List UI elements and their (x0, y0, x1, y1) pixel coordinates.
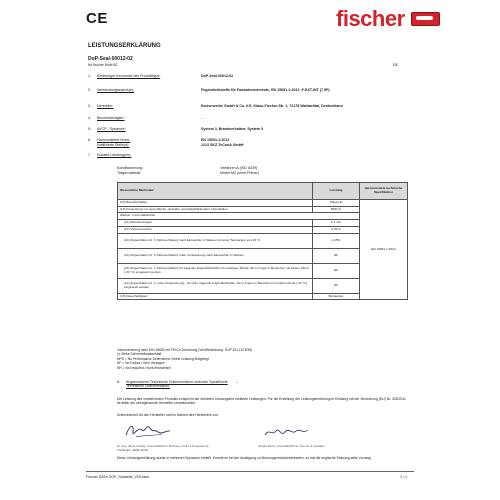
item-value: 1213 SKZ-TeConA GmbH (201, 143, 244, 147)
ce-mark: CE (86, 10, 108, 27)
characteristic-cell: (15) Dauerhaftigkeit (118, 293, 313, 300)
item-value: fischerwerke GmbH & Co. KG, Klaus-Fischer-Str. 1, 72178 Waldachtal, Deutschland (201, 104, 343, 108)
item-2 (88, 88, 330, 92)
item-label: Angemessene Technische Dokumentation und/oder Spezifische Technische Dokumentation: (126, 380, 228, 389)
performance-cell: NPD (²) (313, 206, 360, 213)
substrate-row (117, 171, 259, 175)
item-label: Eindeutiger Kenncode des Produkttyps: (97, 74, 161, 78)
performance-cell: ≤ 25 % (313, 226, 360, 233)
item-number: 3. (88, 104, 91, 108)
brand-badge-icon (411, 12, 440, 26)
characteristic-cell: (14) Zugverhalten (d. h. Dehnverhalten) nach Eintauchen in Wasser mit einer Temperatur von 23 °C (118, 233, 313, 248)
item-number: 1. (88, 74, 91, 78)
signature-image-right (262, 422, 312, 442)
conditioning-label: Konditionierung: (117, 166, 143, 170)
performance-cell: NF (313, 278, 360, 293)
footnotes (117, 348, 252, 370)
item-number (88, 143, 97, 147)
characteristic-cell: (13) Brandverhalten (118, 200, 313, 207)
table-header-row (118, 183, 408, 200)
item-value: Fugendichtstoffe für Fassadenelemente, EN 15651-1:2012 -F-EXT-INT (7.5P) (201, 88, 330, 92)
signing-statement: Unterzeichnet für den Hersteller und im Namen des Herstellers von: (117, 413, 219, 417)
footnote: NF = No Failure / Kein Versagen (117, 361, 165, 366)
item-7 (88, 153, 201, 157)
brand-name: fischer (336, 6, 405, 31)
item-value: System 3, Brandverhalten: System 3 (201, 127, 264, 131)
item-number: 4. (88, 116, 91, 120)
item-5 (88, 127, 263, 131)
item-value: EN 15651-1:2012 (201, 138, 230, 142)
item-number: 6. (88, 138, 91, 142)
substrate-label: Trägermaterial: (117, 171, 142, 175)
conditioning-value: Verfahren A (ISO 8339) (220, 166, 258, 170)
signer-right (258, 445, 388, 449)
footnote: NPD = No Performance Determined / keine Leistung festgelegt (117, 356, 209, 361)
specification-cell: EN 15651-1:2012 (360, 200, 408, 300)
footer-filename: Fischer DATA DOP_Sealants_V25.xlsm (86, 475, 150, 479)
substrate-value: Mörtel M2 (ohne Primer) (220, 171, 259, 175)
performance-cell: ≥ 25% (313, 233, 360, 248)
signer-left (117, 445, 247, 452)
signature-image-left (122, 420, 174, 442)
item-label: Erklärte Leistung(en): (97, 153, 132, 157)
performance-table (117, 182, 408, 300)
declaration-paragraph: Die Leistung des vorstehenden Produkts entspricht der erklärten Leistung/den erklärten Leistungen. Für die Erstellung der Leistungserklärung im Einklang mit der Verordnung (EU) Nr. 305/2011 ist allein der obengenannte Hersteller verantwortlich. (117, 397, 406, 406)
item-6 (88, 138, 229, 142)
page-number: 1 / 1 (400, 475, 407, 479)
performance-cell: ≤ 3 mm (313, 220, 360, 227)
language-code: DE (393, 63, 398, 67)
item-1 (88, 74, 233, 78)
item-value: -- (201, 116, 204, 120)
item-8 (117, 380, 238, 388)
item-number: 8. (117, 380, 120, 384)
signer-name: Jürgen Eirich, Geschäftsführer Chemie & Qualität (258, 444, 324, 448)
language-note: Diese Leistungserklärung wurde in mehreren Sprachen erstellt. Kommt es bei der Auslegung zu Meinungsverschiedenheiten, so hat die englische Fassung stets Vorrang. (117, 456, 372, 460)
header-specification: Harmonisierte technische Spezifikation (360, 183, 408, 200)
footnote: ¹Nummerierung nach DIN 18651 mit FEICA Zuordnung (Veröffentlichung: DOP-EN-J12-R35) (117, 348, 253, 352)
item-number: 5. (88, 127, 91, 131)
item-label: Verwendungszweck(e): (97, 88, 135, 92)
item-value: -- (236, 380, 239, 384)
item-6-notified-body (88, 143, 244, 147)
footnote: NR = Not required / nicht erforderlich (117, 365, 171, 370)
characteristic-cell: (14) Zugverhalten (d. h. Dehnverhalten) unter Vorspannung nach Eintauchen in Wasser (118, 248, 313, 263)
item-number: 2. (88, 88, 91, 92)
performance-cell: NF (313, 248, 360, 263)
footnote: (²) Siehe Sicherheitsdatenblatt (117, 352, 162, 357)
characteristic-cell: (14) Volumenverlust (118, 226, 313, 233)
performance-cell: Klasse E (313, 200, 360, 207)
footer-divider (86, 471, 414, 472)
characteristic-cell: (13) Freisetzung von gesundheits- und/oder umweltgefährdenden Chemikalien (118, 206, 313, 213)
item-label: Hersteller: (97, 104, 114, 108)
characteristic-cell: (14) Zugverhalten (d. h. Dehnverhalten) für tragende Fugendichtstoffe mit niedrigem Modul, die in Fugen in Bereichen mit kaltem Klima (-30 °C) eingesetzt werden (118, 263, 313, 278)
characteristic-cell: (14) Standvermögen (118, 220, 313, 227)
signer-place-date: Tumlingen, 2023-10-06 (117, 447, 148, 452)
brand-logo (336, 6, 440, 32)
item-label: AVCP - System/e: (97, 127, 126, 131)
item-label: Notifizierte Stelle(n): (97, 143, 130, 147)
item-4 (88, 116, 203, 120)
item-number: 7. (88, 153, 91, 157)
header-performance: Leistung (313, 183, 360, 200)
item-value: DoP-Seal-00012-02 (201, 74, 234, 78)
item-3 (88, 104, 343, 108)
item-label: Harmonisierte Norm: (97, 138, 131, 142)
product-line: für fischer Multi AC (88, 63, 119, 67)
performance-cell: Bestanden (313, 293, 360, 300)
header-characteristics: Wesentliche Merkmale¹ (118, 183, 313, 200)
characteristic-cell: Wasser- und Luftdichtheit (118, 213, 360, 220)
document-title: LEISTUNGSERKLÄRUNG (88, 43, 161, 49)
signer-name: Dr.-Ing. Oliver Geibig, Geschäftsführer Business Units & Engineering (117, 444, 209, 448)
item-label: Bevollmächtigter: (97, 116, 125, 120)
table-row (118, 200, 408, 207)
characteristic-cell: (14) Zugverhalten (d. h. unter Vorspannung) - für nicht tragende Fugendichtstoffe, die in Fugen in Bereichen mit kaltem Klima (-30 °C) eingesetzt werden (118, 278, 313, 293)
conditioning-row (117, 166, 257, 170)
performance-cell: NF (313, 263, 360, 278)
dop-number: DoP-Seal-00012-02 (88, 56, 133, 62)
